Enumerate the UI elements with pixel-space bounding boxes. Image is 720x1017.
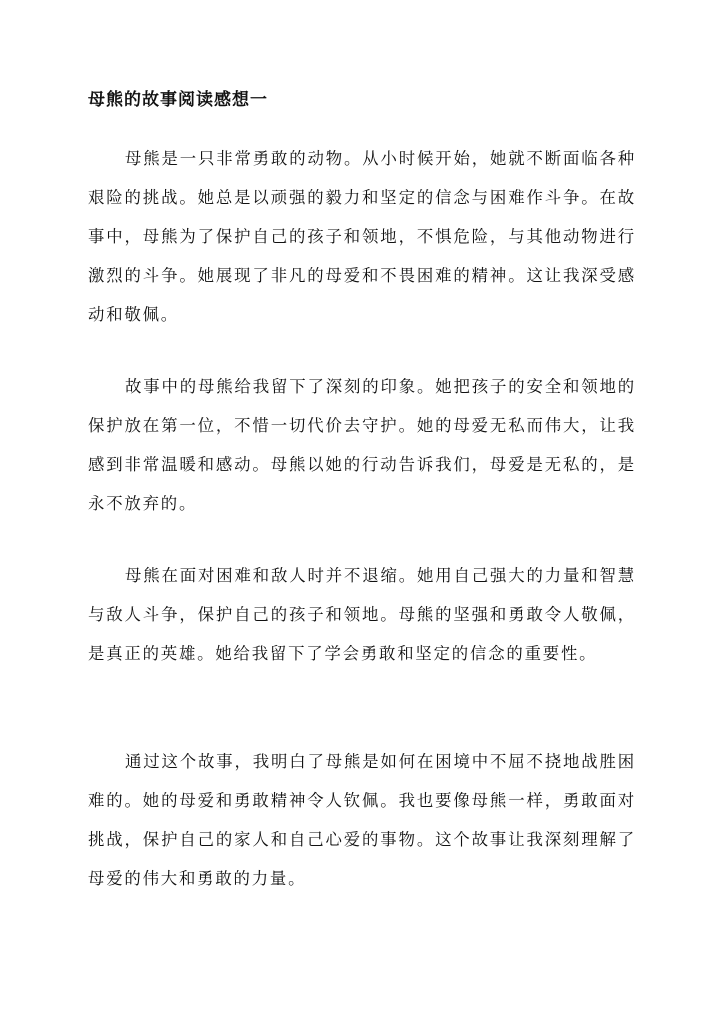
- paragraph: 母熊在面对困难和敌人时并不退缩。她用自己强大的力量和智慧与敌人斗争，保护自己的孩子和领地。母熊的坚强和勇敢令人敬佩，是真正的英雄。她给我留下了学会勇敢和坚定的信念的重要性。: [88, 566, 636, 663]
- paragraph: 故事中的母熊给我留下了深刻的印象。她把孩子的安全和领地的保护放在第一位，不惜一切代价去守护。她的母爱无私而伟大，让我感到非常温暖和感动。母熊以她的行动告诉我们，母爱是无私的，是永不放弃的。: [88, 377, 636, 513]
- document-title: 母熊的故事阅读感想一: [88, 90, 268, 110]
- paragraph: 通过这个故事，我明白了母熊是如何在困境中不屈不挠地战胜困难的。她的母爱和勇敢精神令人钦佩。我也要像母熊一样，勇敢面对挑战，保护自己的家人和自己心爱的事物。这个故事让我深刻理解了母爱的伟大和勇敢的力量。: [88, 752, 636, 888]
- paragraph: 母熊是一只非常勇敢的动物。从小时候开始，她就不断面临各种艰险的挑战。她总是以顽强的毅力和坚定的信念与困难作斗争。在故事中，母熊为了保护自己的孩子和领地，不惧危险，与其他动物进行激烈的斗争。她展现了非凡的母爱和不畏困难的精神。这让我深受感动和敬佩。: [88, 149, 636, 324]
